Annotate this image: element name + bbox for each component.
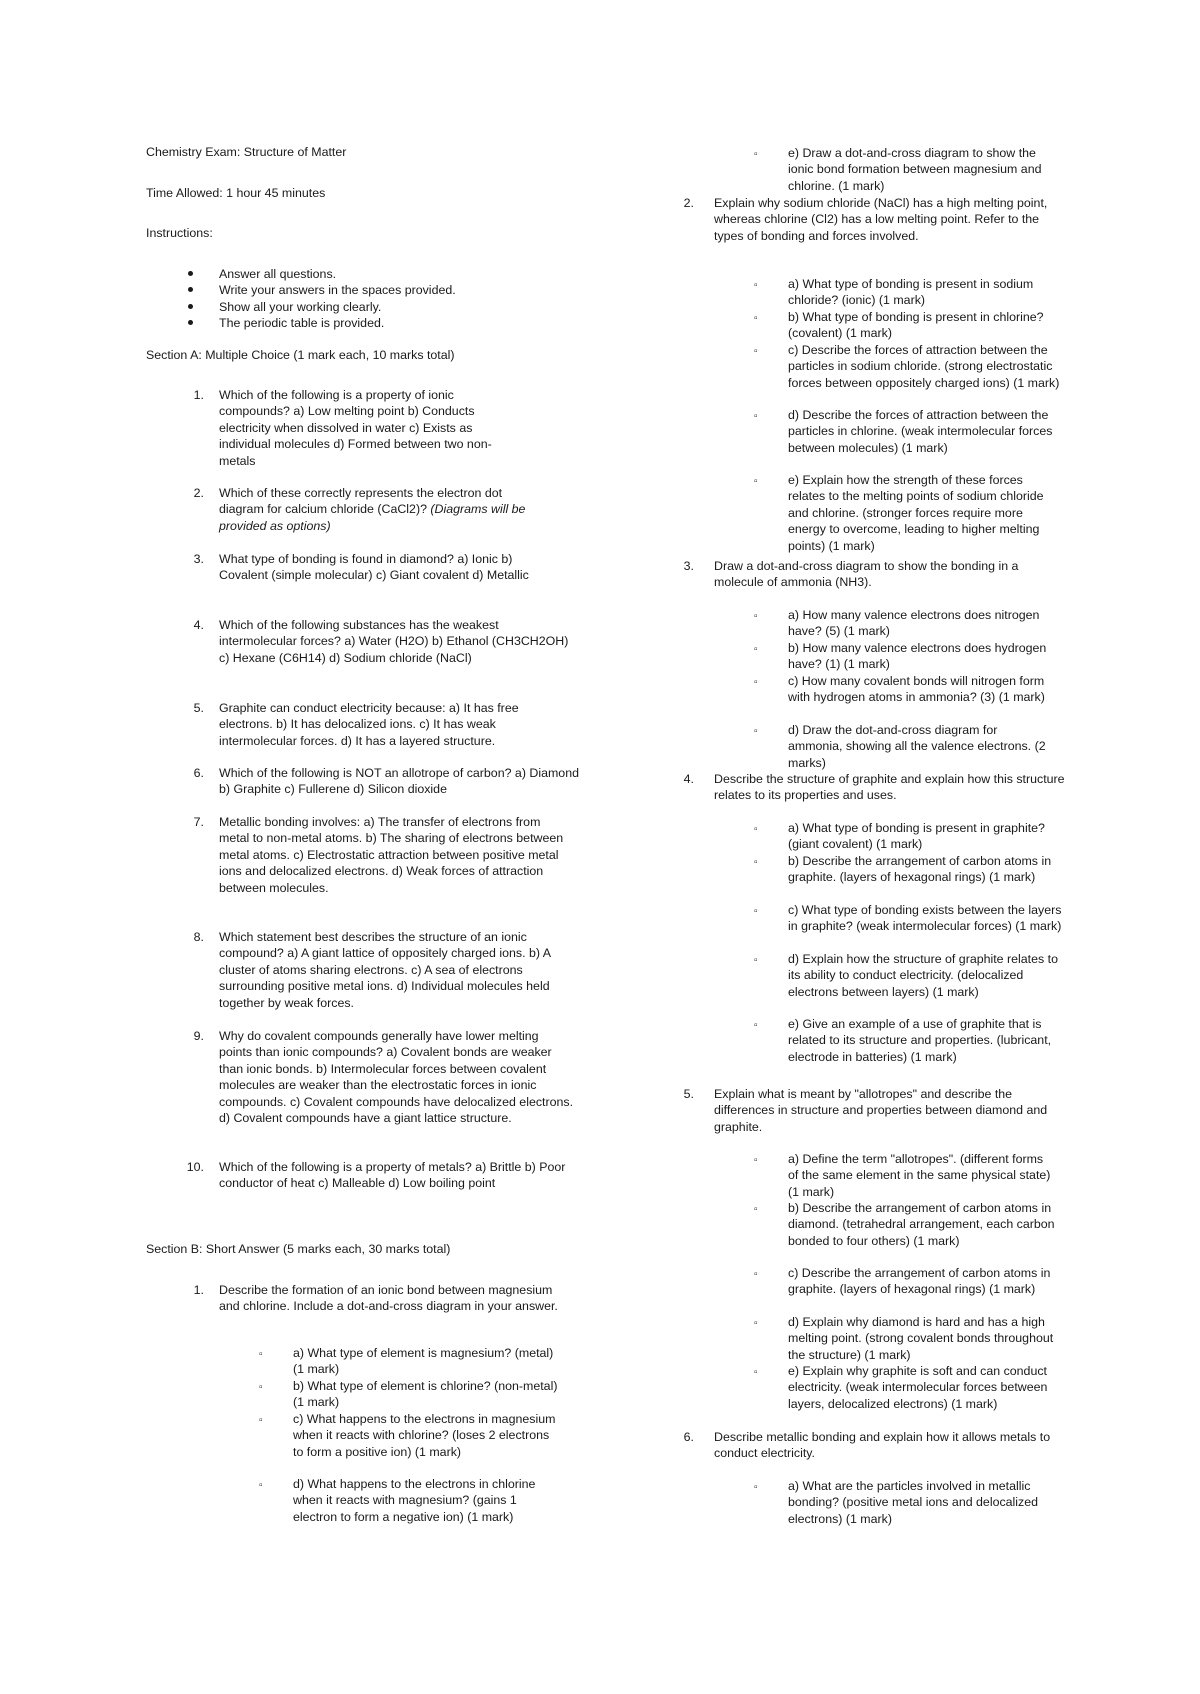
sub-question: c) Describe the forces of attraction between the particles in sodium chloride. (strong electrostatic forces between oppositely charged ions) (1 mark) (788, 343, 1060, 390)
time-allowed: Time Allowed: 1 hour 45 minutes (146, 186, 326, 200)
instruction-item: The periodic table is provided. (219, 316, 385, 330)
square-bullet-icon: ▫ (754, 955, 758, 966)
sub-question: d) Explain why diamond is hard and has a high melting point. (strong covalent bonds throughout the structure) (1 mark) (788, 1315, 1054, 1362)
question-number: 8. (193, 930, 204, 944)
square-bullet-icon: ▫ (259, 1480, 263, 1491)
sub-question: a) What type of bonding is present in sodium chloride? (ionic) (1 mark) (788, 277, 1034, 308)
question-text: Which of these correctly represents the electron dot diagram for calcium chloride (CaCl2)? (Diagrams will be provided as options) (219, 486, 526, 533)
square-bullet-icon: ▫ (754, 906, 758, 917)
instruction-item: Answer all questions. (219, 267, 337, 281)
question-text: Explain what is meant by "allotropes" and describe the differences in structure and properties between diamond and graphite. (714, 1087, 1048, 1134)
square-bullet-icon: ▫ (754, 1204, 758, 1215)
question-text: Describe the structure of graphite and explain how this structure relates to its properties and uses. (714, 772, 1065, 803)
square-bullet-icon: ▫ (754, 1269, 758, 1280)
question-number: 3. (193, 552, 204, 566)
sub-question: c) What happens to the electrons in magnesium when it reacts with chlorine? (loses 2 electrons to form a positive ion) (1 mark) (293, 1412, 556, 1459)
question-number: 6. (683, 1430, 694, 1444)
question-number: 5. (193, 701, 204, 715)
sub-question: d) Explain how the structure of graphite relates to its ability to conduct electricity. (delocalized electrons between layers) (1 mark) (788, 952, 1058, 999)
sub-question: e) Explain how the strength of these forces relates to the melting points of sodium chloride and chlorine. (stronger forces require more energy to overcome, leading to higher melting points) (1 mark) (788, 473, 1044, 553)
bullet-icon (188, 304, 193, 309)
question-number: 1. (193, 1283, 204, 1297)
bullet-icon (188, 320, 193, 325)
sub-question: a) Define the term "allotropes". (different forms of the same element in the same physical state) (1 mark) (788, 1152, 1051, 1199)
bullet-icon (188, 287, 193, 292)
sub-question: e) Draw a dot-and-cross diagram to show the ionic bond formation between magnesium and chlorine. (1 mark) (788, 146, 1042, 193)
question-note: (Diagrams will be provided as options) (219, 502, 526, 533)
sub-question: d) Draw the dot-and-cross diagram for ammonia, showing all the valence electrons. (2 marks) (788, 723, 1046, 770)
question-number: 2. (683, 196, 694, 210)
sub-question: c) How many covalent bonds will nitrogen form with hydrogen atoms in ammonia? (3) (1 mark) (788, 674, 1045, 705)
square-bullet-icon: ▫ (754, 346, 758, 357)
square-bullet-icon: ▫ (754, 1020, 758, 1031)
square-bullet-icon: ▫ (754, 857, 758, 868)
instruction-item: Write your answers in the spaces provided. (219, 283, 456, 297)
square-bullet-icon: ▫ (754, 824, 758, 835)
question-number: 1. (193, 388, 204, 402)
sub-question: d) Describe the forces of attraction between the particles in chlorine. (weak intermolecular forces between molecules) (1 mark) (788, 408, 1053, 455)
section-a-title: Section A: Multiple Choice (1 mark each, 10 marks total) (146, 348, 455, 362)
square-bullet-icon: ▫ (754, 726, 758, 737)
sub-question: b) What type of bonding is present in chlorine? (covalent) (1 mark) (788, 310, 1044, 341)
square-bullet-icon: ▫ (754, 313, 758, 324)
square-bullet-icon: ▫ (754, 280, 758, 291)
question-text: Which of the following is a property of metals? a) Brittle b) Poor conductor of heat c) Malleable d) Low boiling point (219, 1160, 566, 1191)
square-bullet-icon: ▫ (259, 1382, 263, 1393)
exam-title: Chemistry Exam: Structure of Matter (146, 145, 347, 159)
square-bullet-icon: ▫ (754, 611, 758, 622)
square-bullet-icon: ▫ (754, 476, 758, 487)
question-number: 4. (193, 618, 204, 632)
instructions-label: Instructions: (146, 226, 213, 240)
sub-question: e) Explain why graphite is soft and can conduct electricity. (weak intermolecular forces between layers, delocalized electrons) (1 mark) (788, 1364, 1048, 1411)
sub-question: b) How many valence electrons does hydrogen have? (1) (1 mark) (788, 641, 1047, 672)
sub-question: a) What are the particles involved in metallic bonding? (positive metal ions and delocalized electrons) (1 mark) (788, 1479, 1039, 1526)
question-number: 5. (683, 1087, 694, 1101)
question-text: Which of the following substances has the weakest intermolecular forces? a) Water (H2O) b) Ethanol (CH3CH2OH) c) Hexane (C6H14) d) Sodium chloride (NaCl) (219, 618, 569, 665)
square-bullet-icon: ▫ (259, 1415, 263, 1426)
section-b-title: Section B: Short Answer (5 marks each, 30 marks total) (146, 1242, 451, 1256)
sub-question: b) Describe the arrangement of carbon atoms in diamond. (tetrahedral arrangement, each carbon bonded to four others) (1 mark) (788, 1201, 1055, 1248)
bullet-icon (188, 271, 193, 276)
square-bullet-icon: ▫ (754, 644, 758, 655)
question-text: Which statement best describes the structure of an ionic compound? a) A giant lattice of oppositely charged ions. b) A cluster of atoms sharing electrons. c) A sea of electrons surrounding positive metal ions. d) Individual molecules held together by weak forces. (219, 930, 551, 1010)
sub-question: a) What type of bonding is present in graphite? (giant covalent) (1 mark) (788, 821, 1045, 852)
square-bullet-icon: ▫ (754, 411, 758, 422)
square-bullet-icon: ▫ (754, 149, 758, 160)
question-text: Explain why sodium chloride (NaCl) has a high melting point, whereas chlorine (Cl2) has a low melting point. Refer to the types of bonding and forces involved. (714, 196, 1048, 243)
question-text: Which of the following is a property of ionic compounds? a) Low melting point b) Conducts electricity when dissolved in water c) Exists as individual molecules d) Formed between two non-metals (219, 388, 492, 468)
sub-question: c) What type of bonding exists between the layers in graphite? (weak intermolecular forces) (1 mark) (788, 903, 1062, 934)
sub-question: e) Give an example of a use of graphite that is related to its structure and properties. (lubricant, electrode in batteries) (1 mark) (788, 1017, 1052, 1064)
square-bullet-icon: ▫ (259, 1349, 263, 1360)
sub-question: d) What happens to the electrons in chlorine when it reacts with magnesium? (gains 1 electron to form a negative ion) (1 mark) (293, 1477, 536, 1524)
question-number: 2. (193, 486, 204, 500)
question-text: Why do covalent compounds generally have lower melting points than ionic compounds? a) Covalent bonds are weaker than ionic bonds. b) Intermolecular forces between covalent molecules are weaker than the electrostatic forces in ionic compounds. c) Covalent compounds have delocalized electrons. d) Covalent compounds have a giant lattice structure. (219, 1029, 574, 1126)
square-bullet-icon: ▫ (754, 677, 758, 688)
question-number: 10. (186, 1160, 204, 1174)
square-bullet-icon: ▫ (754, 1482, 758, 1493)
question-number: 4. (683, 772, 694, 786)
question-number: 3. (683, 559, 694, 573)
question-text: Graphite can conduct electricity because: a) It has free electrons. b) It has delocalized ions. c) It has weak intermolecular forces. d) It has a layered structure. (219, 701, 519, 748)
sub-question: b) Describe the arrangement of carbon atoms in graphite. (layers of hexagonal rings) (1 mark) (788, 854, 1052, 885)
question-text: Draw a dot-and-cross diagram to show the bonding in a molecule of ammonia (NH3). (714, 559, 1019, 590)
square-bullet-icon: ▫ (754, 1367, 758, 1378)
sub-question: a) How many valence electrons does nitrogen have? (5) (1 mark) (788, 608, 1040, 639)
sub-question: c) Describe the arrangement of carbon atoms in graphite. (layers of hexagonal rings) (1 mark) (788, 1266, 1051, 1297)
square-bullet-icon: ▫ (754, 1155, 758, 1166)
question-text: Metallic bonding involves: a) The transfer of electrons from metal to non-metal atoms. b) The sharing of electrons between metal atoms. c) Electrostatic attraction between positive metal ions and delocalized electrons. d) Weak forces of attraction between molecules. (219, 815, 564, 895)
sub-question: a) What type of element is magnesium? (metal) (1 mark) (293, 1346, 554, 1377)
square-bullet-icon: ▫ (754, 1318, 758, 1329)
instruction-item: Show all your working clearly. (219, 300, 382, 314)
question-text: Which of the following is NOT an allotrope of carbon? a) Diamond b) Graphite c) Fullerene d) Silicon dioxide (219, 766, 579, 797)
question-number: 7. (193, 815, 204, 829)
question-number: 6. (193, 766, 204, 780)
question-number: 9. (193, 1029, 204, 1043)
sub-question: b) What type of element is chlorine? (non-metal) (1 mark) (293, 1379, 558, 1410)
question-text: Describe metallic bonding and explain how it allows metals to conduct electricity. (714, 1430, 1051, 1461)
question-text: Describe the formation of an ionic bond between magnesium and chlorine. Include a dot-and-cross diagram in your answer. (219, 1283, 558, 1314)
question-text: What type of bonding is found in diamond? a) Ionic b) Covalent (simple molecular) c) Giant covalent d) Metallic (219, 552, 529, 583)
